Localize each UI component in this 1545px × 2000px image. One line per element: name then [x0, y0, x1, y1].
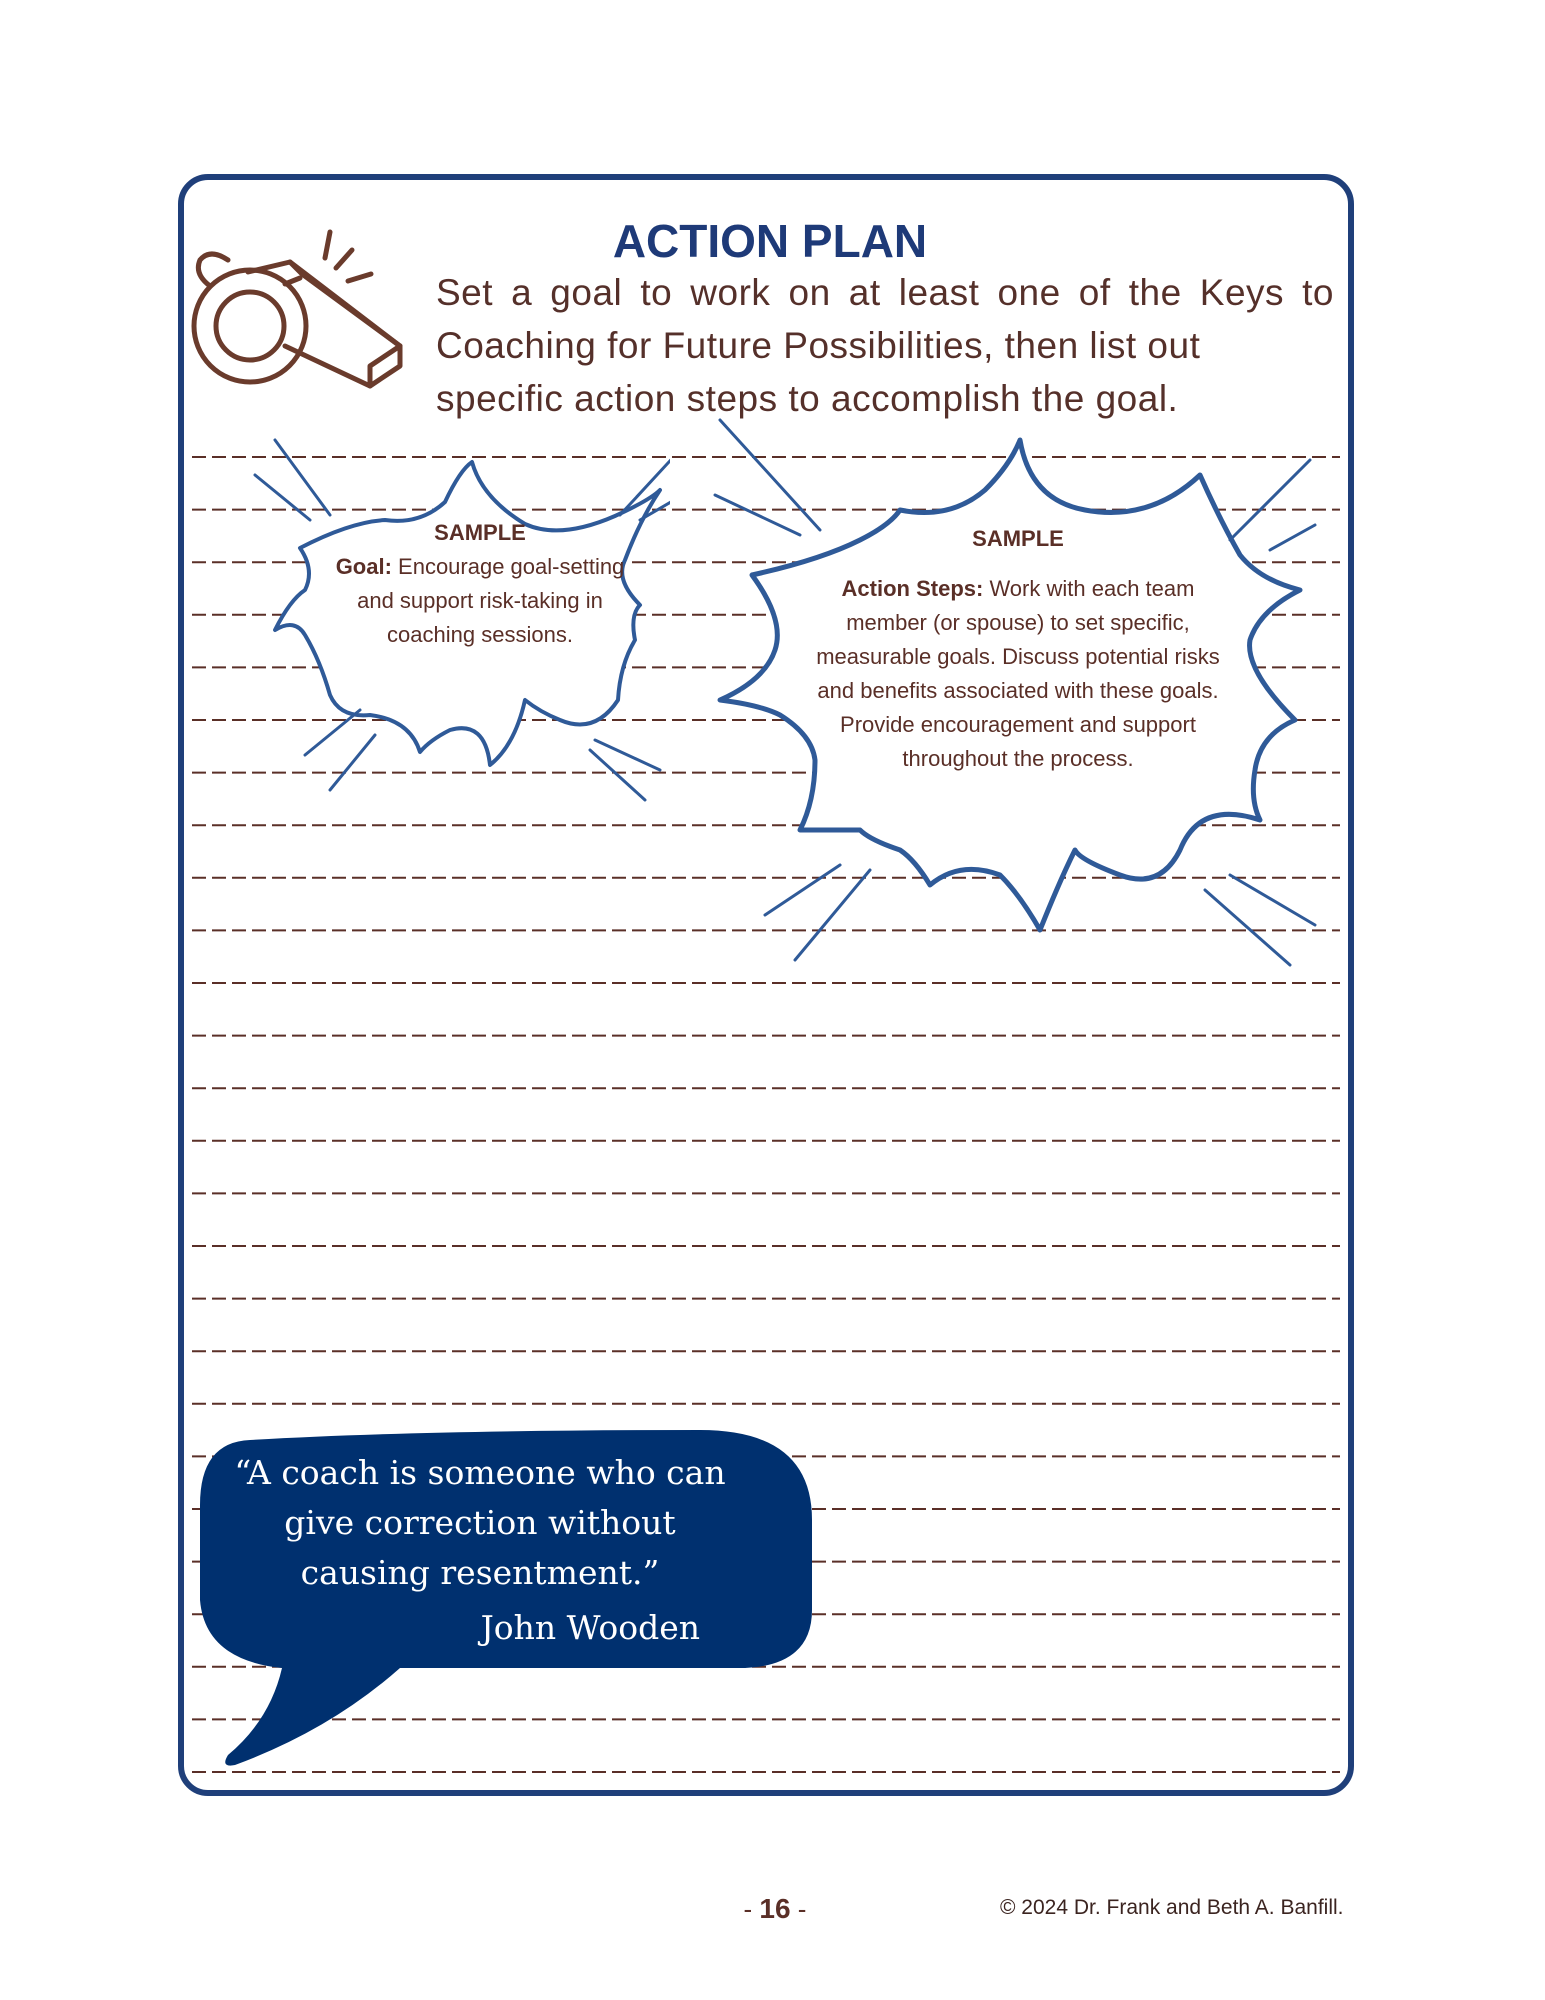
page-title: ACTION PLAN	[612, 215, 928, 267]
quote-text: “A coach is someone who can give correction without causing resentment.”	[234, 1453, 726, 1592]
quote-author: John Wooden	[480, 1608, 700, 1647]
goal-sample-card	[335, 516, 625, 652]
page-number: - 16 -	[743, 1893, 807, 1924]
goal-heading: Goal:	[335, 554, 392, 579]
action-heading: Action Steps:	[841, 576, 984, 601]
goal-text: Encourage goal-setting and support risk-taking in coaching sessions.	[357, 554, 625, 647]
intro-text: Set a goal to work on at least one of the Keys to Coaching for Future Possibilities, then list out	[436, 272, 1334, 366]
intro-text-end: specific action steps to accomplish the goal.	[436, 378, 1179, 419]
goal-sample-label: SAMPLE	[434, 520, 526, 545]
action-sample-label: SAMPLE	[972, 526, 1064, 551]
action-text: Work with each team member (or spouse) to set specific, measurable goals. Discuss potential risks and benefits associated with these goals. Provide encouragement and support throughout the process.	[816, 576, 1220, 771]
page-number-value: 16	[759, 1893, 791, 1924]
copyright-notice: © 2024 Dr. Frank and Beth A. Banfill.	[1000, 1896, 1344, 1919]
whistle-icon	[190, 226, 420, 396]
action-sample-card	[808, 522, 1228, 776]
